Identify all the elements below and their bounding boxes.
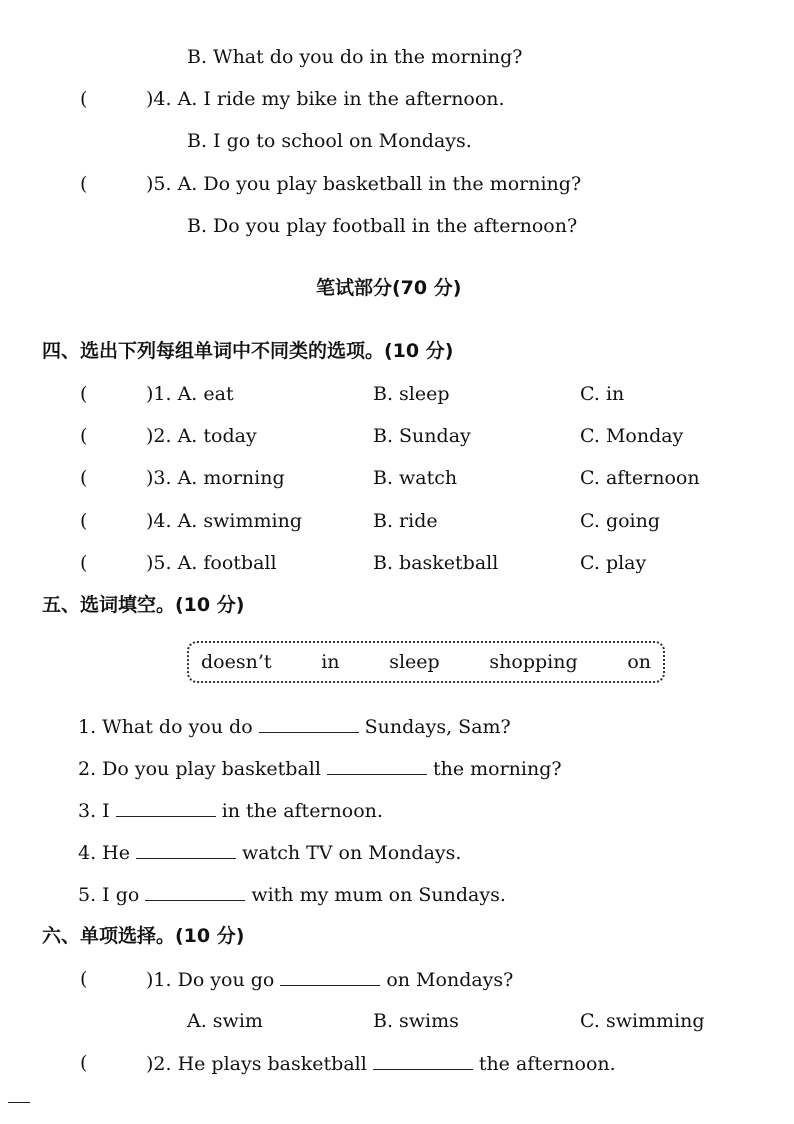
- s5-item-4-before: 4. He: [78, 842, 130, 864]
- s5-item-1-before: 1. What do you do: [78, 716, 253, 738]
- s5-item-5-after: with my mum on Sundays.: [251, 884, 506, 906]
- section5-heading: 五、选词填空。(10 分): [42, 594, 245, 616]
- s4-q3-option-a: )3. A. morning: [146, 467, 285, 489]
- s4-q1-option-b: B. sleep: [373, 383, 450, 405]
- answer-paren[interactable]: (: [80, 510, 88, 532]
- s5-item-2-before: 2. Do you play basketball: [78, 758, 321, 780]
- word-bank-item: in: [321, 651, 340, 673]
- s4-q3-option-b: B. watch: [373, 467, 458, 489]
- s5-item-3: [78, 798, 383, 823]
- page-edge-dash: [8, 1102, 30, 1103]
- s4-q5-option-c: C. play: [580, 552, 647, 574]
- answer-blank[interactable]: [145, 882, 245, 901]
- s6-q1-option-a[interactable]: A. swim: [187, 1010, 263, 1032]
- s6-q1-option-c[interactable]: C. swimming: [580, 1010, 705, 1032]
- answer-blank[interactable]: [373, 1051, 473, 1070]
- s4-q3-option-c: C. afternoon: [580, 467, 700, 489]
- s5-item-3-after: in the afternoon.: [221, 800, 383, 822]
- listening-q4-option-a: )4. A. I ride my bike in the afternoon.: [146, 88, 505, 110]
- answer-paren[interactable]: (: [80, 88, 88, 110]
- s6-q1-after: on Mondays?: [386, 969, 514, 991]
- s4-q4-option-b: B. ride: [373, 510, 438, 532]
- answer-paren[interactable]: (: [80, 383, 88, 405]
- s4-q4-option-a: )4. A. swimming: [146, 510, 302, 532]
- s4-q1-option-c: C. in: [580, 383, 625, 405]
- s4-q2-option-a: )2. A. today: [146, 425, 257, 447]
- s6-q2-before: )2. He plays basketball: [146, 1053, 367, 1075]
- answer-paren[interactable]: (: [80, 1052, 88, 1074]
- answer-blank[interactable]: [116, 798, 216, 817]
- listening-q4-option-b: B. I go to school on Mondays.: [187, 130, 472, 152]
- listening-q3-option-b: B. What do you do in the morning?: [187, 46, 523, 68]
- s6-q1-option-b[interactable]: B. swims: [373, 1010, 459, 1032]
- s6-q2-after: the afternoon.: [478, 1053, 616, 1075]
- word-bank-box: [187, 641, 665, 683]
- word-bank-item: doesn’t: [201, 651, 272, 673]
- word-bank-item: sleep: [389, 651, 440, 673]
- answer-paren[interactable]: (: [80, 425, 88, 447]
- s5-item-1-after: Sundays, Sam?: [364, 716, 511, 738]
- listening-q5-option-b: B. Do you play football in the afternoon?: [187, 215, 578, 237]
- s4-q5-option-b: B. basketball: [373, 552, 499, 574]
- answer-paren[interactable]: (: [80, 552, 88, 574]
- answer-blank[interactable]: [136, 840, 236, 859]
- s5-item-4: [78, 840, 461, 865]
- s5-item-2: [78, 756, 562, 781]
- s5-item-1: [78, 714, 511, 739]
- s4-q2-option-b: B. Sunday: [373, 425, 471, 447]
- answer-paren[interactable]: (: [80, 968, 88, 990]
- s5-item-2-after: the morning?: [432, 758, 562, 780]
- listening-q5-option-a: )5. A. Do you play basketball in the morning?: [146, 173, 582, 195]
- s5-item-5: [78, 882, 506, 907]
- answer-blank[interactable]: [259, 714, 359, 733]
- s6-q2-stem: [146, 1051, 616, 1076]
- answer-paren[interactable]: (: [80, 173, 88, 195]
- s6-q1-stem: [146, 967, 513, 992]
- s4-q2-option-c: C. Monday: [580, 425, 684, 447]
- s6-q1-before: )1. Do you go: [146, 969, 275, 991]
- written-part-title: 笔试部分(70 分): [316, 277, 462, 299]
- s4-q5-option-a: )5. A. football: [146, 552, 277, 574]
- word-bank-item: shopping: [489, 651, 578, 673]
- answer-paren[interactable]: (: [80, 467, 88, 489]
- answer-blank[interactable]: [280, 967, 380, 986]
- s5-item-4-after: watch TV on Mondays.: [241, 842, 462, 864]
- word-bank-item: on: [627, 651, 651, 673]
- section4-heading: 四、选出下列每组单词中不同类的选项。(10 分): [42, 340, 454, 362]
- s5-item-5-before: 5. I go: [78, 884, 140, 906]
- answer-blank[interactable]: [327, 756, 427, 775]
- s4-q4-option-c: C. going: [580, 510, 661, 532]
- s4-q1-option-a: )1. A. eat: [146, 383, 234, 405]
- section6-heading: 六、单项选择。(10 分): [42, 925, 245, 947]
- s5-item-3-before: 3. I: [78, 800, 110, 822]
